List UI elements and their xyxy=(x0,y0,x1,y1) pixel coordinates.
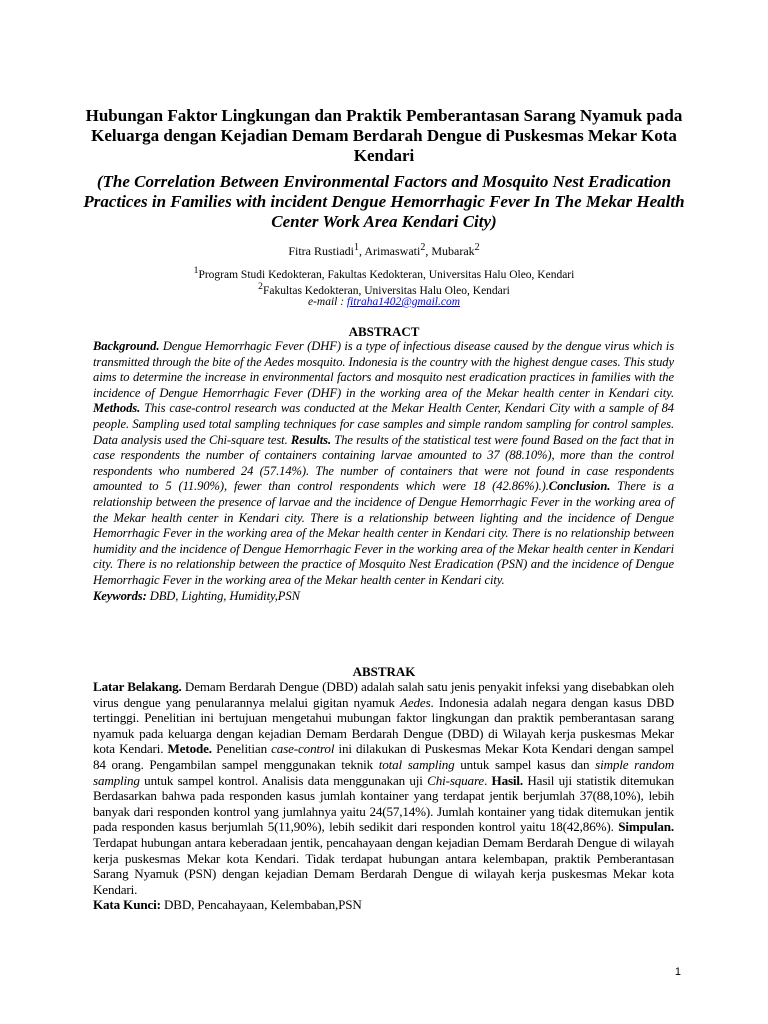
italic-term: case-control xyxy=(271,741,335,757)
keywords-text: DBD, Lighting, Humidity,PSN xyxy=(146,588,300,603)
italic-term: total sampling xyxy=(378,756,455,772)
background-text: Dengue Hemorrhagic Fever (DHF) is a type of infectious disease caused by the dengue virus which is transmitted through the bite of the Aedes mosquito. Indonesia is the country with the highest dengue cases. This study aims to determine the increase in environmental factors and mosquito nest eradication practices in families with the incidence of Dengue Hemorrhagic Fever (DHF) in the working area of the Mekar health center in Kendari city. xyxy=(93,339,674,400)
author-name: Fitra Rustiadi xyxy=(288,244,354,258)
author-name: Mubarak xyxy=(431,244,475,258)
metode-label: Metode. xyxy=(163,741,212,757)
affiliation-sup: 1 xyxy=(193,265,199,276)
simpulan-text: Terdapat hubungan antara keberadaan jentik, pencahayaan dengan kejadian Demam Berdarah Dengue di wilayah kerja puskesmas Mekar kota Kendari. Tidak terdapat hubungan antara kelembapan, praktik Pemberantasan Sarang Nyamuk (PSN) dengan kejadian Demam Berdarah Dengue di wilayah kerja puskesmas Mekar kota Kendari. xyxy=(93,834,674,897)
latar-belakang-text: Demam Berdarah Dengue (DBD) adalah salah satu jenis penyakit infeksi yang disebabkan oleh virus dengue yang penularannya melalui gigitan nyamuk xyxy=(93,679,674,710)
metode-text: . xyxy=(484,772,488,788)
italic-term: Chi-square xyxy=(427,772,485,788)
abstract-heading: ABSTRACT xyxy=(348,324,420,339)
hasil-text: Hasil uji statistik ditemukan Berdasarkan bahwa pada responden kasus jumlah kontainer yang terdapat jentik berjumlah 37(88,10%), lebih banyak dari responden kontrol yang jumlahnya yaitu 24(57,14%). Jumlah kontainer yang tidak ditemukan jentik pada responden kasus berjumlah 5(11,90%), lebih sedikit dari responden kontrol yaitu 18(42,86%). xyxy=(93,772,674,835)
latar-belakang-label: Latar Belakang. xyxy=(93,679,182,694)
paper-title: Hubungan Faktor Lingkungan dan Praktik Pemberantasan Sarang Nyamuk pada Keluarga dengan Kejadian Demam Berdarah Dengue di Puskesmas Mekar Kota Kendari xyxy=(85,106,683,165)
abstrak-body xyxy=(93,679,674,897)
abstrak-heading: ABSTRAK xyxy=(352,664,416,679)
email-label: e-mail : xyxy=(307,296,347,308)
affiliation-sup: 2 xyxy=(258,281,263,292)
background-label: Background. xyxy=(93,339,160,353)
keywords-label: Keywords: xyxy=(93,588,147,603)
kata-kunci-label: Kata Kunci: xyxy=(93,897,161,913)
methods-text: This case-control research was conducted at the Mekar Health Center, Kendari City with a sample of 84 people. Sampling used total sampling techniques for case samples and simple random sampling for control samples. Data analysis used the Chi-square test. xyxy=(93,401,674,447)
latar-belakang-text: . Indonesia adalah negara dengan kasus DBD tertinggi. Penelitian ini bertujuan mengetahui mubungan faktor lingkungan dan praktik pemberantasan sarang nyamuk pada keluarga dengan kejadian Demam Berdarah Dengue (DBD) di Wilayah kerja puskesmas Mekar kota Kendari. xyxy=(93,694,674,757)
abstract-body xyxy=(93,339,674,589)
metode-text: Penelitian xyxy=(211,741,272,757)
methods-label: Methods. xyxy=(93,401,141,416)
author-affil-sup: 2 xyxy=(474,242,480,253)
metode-text: ini dilakukan di Puskesmas Mekar Kota Kendari dengan sampel 84 orang. Pengambilan sampel menggunakan teknik xyxy=(93,741,674,772)
contact-email xyxy=(80,295,688,310)
simpulan-label: Simpulan. xyxy=(613,819,674,835)
author-name: Arimaswati xyxy=(364,244,421,258)
italic-term: Aedes xyxy=(400,694,431,710)
conclusion-text: There is a relationship between the presence of larvae and the incidence of Dengue Hemorrhagic Fever in the working area of the Mekar health center in Kendari city. There is a relationship between lighting and the incidence of Dengue Hemorrhagic Fever in the working area of the Mekar health center in Kendari city. There is no relationship between humidity and the incidence of Dengue Hemorrhagic Fever in the working area of the Mekar health center in Kendari city. There is no relationship between the practice of Mosquito Nest Eradication (PSN) and the incidence of Dengue Hemorrhagic Fever in the working area of the Mekar health center in Kendari city. xyxy=(93,479,674,587)
author-affil-sup: 1 xyxy=(354,242,359,253)
kata-kunci xyxy=(93,897,674,913)
hasil-label: Hasil. xyxy=(487,772,524,788)
page-number: 1 xyxy=(674,966,681,978)
results-label: Results. xyxy=(287,432,332,447)
italic-term: simple random sampling xyxy=(93,756,675,788)
keywords xyxy=(93,589,674,605)
author-affil-sup: 2 xyxy=(420,242,426,253)
author-list: Fitra Rustiadi$^1$, Arimaswati$^2$, Mubarak$^2$ xyxy=(288,242,480,258)
affiliation-text: Program Studi Kedokteran, Fakultas Kedokteran, Universitas Halu Oleo, Kendari xyxy=(198,268,575,281)
abstract-indonesian xyxy=(93,679,674,913)
conclusion-label: Conclusion. xyxy=(548,479,611,494)
paper-title-english: (The Correlation Between Environmental Factors and Mosquito Nest Eradication Practices in Families with incident Dengue Hemorrhagic Fever In The Mekar Health Center Work Area Kendari City) xyxy=(83,172,685,231)
kata-kunci-text: DBD, Pencahayaan, Kelembaban,PSN xyxy=(160,897,362,913)
results-text: The results of the statistical test were found Based on the fact that in case respondents the number of containers containing larvae amounted to 37 (88.10%), more than the control respondents who numbered 24 (57.14%). The number of containers that were not found in case respondents amounted to 5 (11.90%), fewer than control respondents which were 18 (42.86%).). xyxy=(93,432,674,494)
metode-text: untuk sampel kontrol. Analisis data menggunakan uji xyxy=(139,772,428,788)
abstract-english xyxy=(93,339,674,604)
email-link[interactable]: fitraha1402@gmail.com xyxy=(346,296,461,308)
affiliation-text: Fakultas Kedokteran, Universitas Halu Oleo, Kendari xyxy=(262,284,510,297)
metode-text: untuk sampel kasus dan xyxy=(454,756,596,772)
